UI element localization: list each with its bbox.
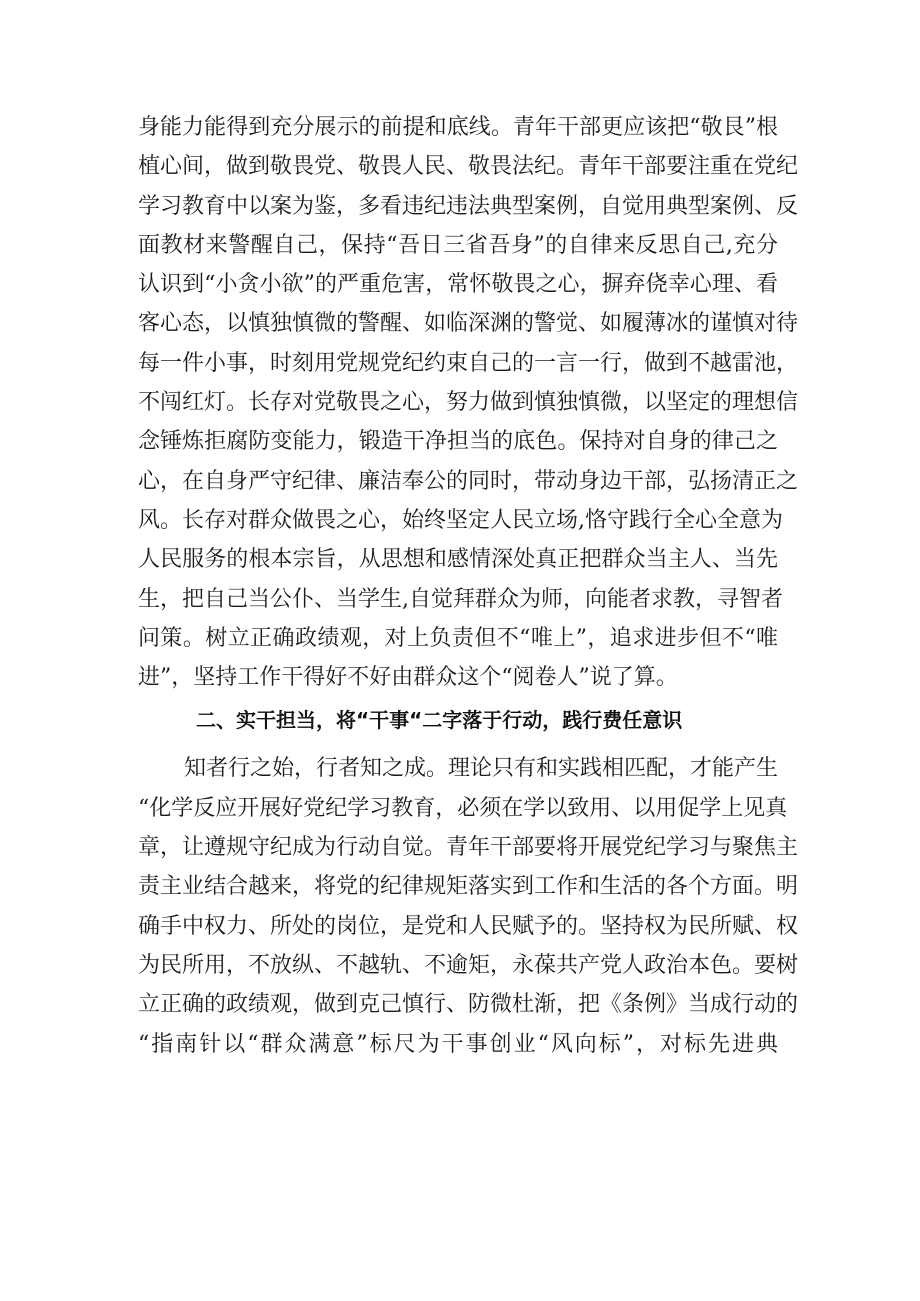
text-line: 问策。树立正确政绩观，对上负责但不“唯上”，追求进步但不“唯 — [138, 625, 778, 651]
section-heading: 二、实干担当，将“干事“二字落于行动，践行费任意识 — [196, 708, 683, 733]
text-line: 人民服务的根本宗旨，从思想和感情深处真正把群众当主人、当先 — [138, 547, 778, 573]
text-line: “化学反应开展好党纪学习教育，必须在学以致用、以用促学上见真 — [138, 795, 788, 821]
text-line: 植心间，做到敬畏党、敬畏人民、敬畏法纪。青年干部要注重在党纪 — [138, 154, 799, 180]
text-line: 每一件小事，时刻用党规党纪约束自己的一言一行，做到不越雷池， — [138, 350, 799, 376]
text-line: 进”，坚持工作干得好不好由群众这个“阅卷人”说了算。 — [138, 665, 678, 691]
text-line: 身能力能得到充分展示的前提和底线。青年干部更应该把“敬艮”根 — [138, 115, 778, 140]
text-line: 立正确的政绩观，做到克己慎行、防微杜渐，把《条例》当成行动的 — [138, 992, 799, 1018]
text-line: “指南针以“群众满意”标尺为干事创业“风向标”，对标先进典 — [138, 1031, 778, 1057]
text-line: 不闯红灯。长存对党敬畏之心，努力做到慎独慎微，以坚定的理想信 — [138, 390, 799, 416]
text-line: 为民所用，不放纵、不越轨、不逾矩，永葆共产党人政治本色。要树 — [138, 952, 799, 978]
text-line: 念锤炼拒腐防变能力，锻造干净担当的底色。保持对自身的律己之 — [138, 429, 778, 455]
text-line: 认识到“小贪小欲”的严重危害，常怀敬畏之心，摒弃侥幸心理、看 — [138, 272, 778, 298]
text-line: 风。长存对群众做畏之心，始终坚定人民立场,恪守践行全心全意为 — [138, 507, 783, 533]
text-line: 生，把自己当公仆、当学生,自觉拜群众为师，向能者求教，寻智者 — [138, 586, 783, 612]
text-line: 心，在自身严守纪律、廉洁奉公的同时，带动身边干部，弘扬清正之 — [138, 468, 799, 494]
text-line: 学习教育中以案为鉴，多看违纪违法典型案例，自觉用典型案例、反 — [138, 193, 799, 219]
text-line: 知者行之始，行者知之成。理论只有和实践相匹配，才能产生 — [184, 756, 779, 782]
text-line: 确手中权力、所处的岗位，是党和人民赋予的。坚持权为民所赋、权 — [138, 913, 799, 939]
text-line: 章，让遵规守纪成为行动自觉。青年干部要将开展党纪学习与聚焦主 — [138, 835, 799, 861]
text-line: 责主业结合越来，将党的纪律规矩落实到工作和生活的各个方面。明 — [138, 874, 799, 900]
text-line: 客心态，以慎独慎微的警醒、如临深渊的警觉、如履薄冰的谨慎对待 — [138, 311, 799, 337]
paragraph-2 — [138, 749, 799, 1063]
paragraph-1 — [138, 108, 799, 697]
text-line: 面教材来警醒自己，保持“吾日三省吾身”的自律来反思自己,充分 — [138, 232, 778, 258]
document-page — [138, 108, 799, 1064]
